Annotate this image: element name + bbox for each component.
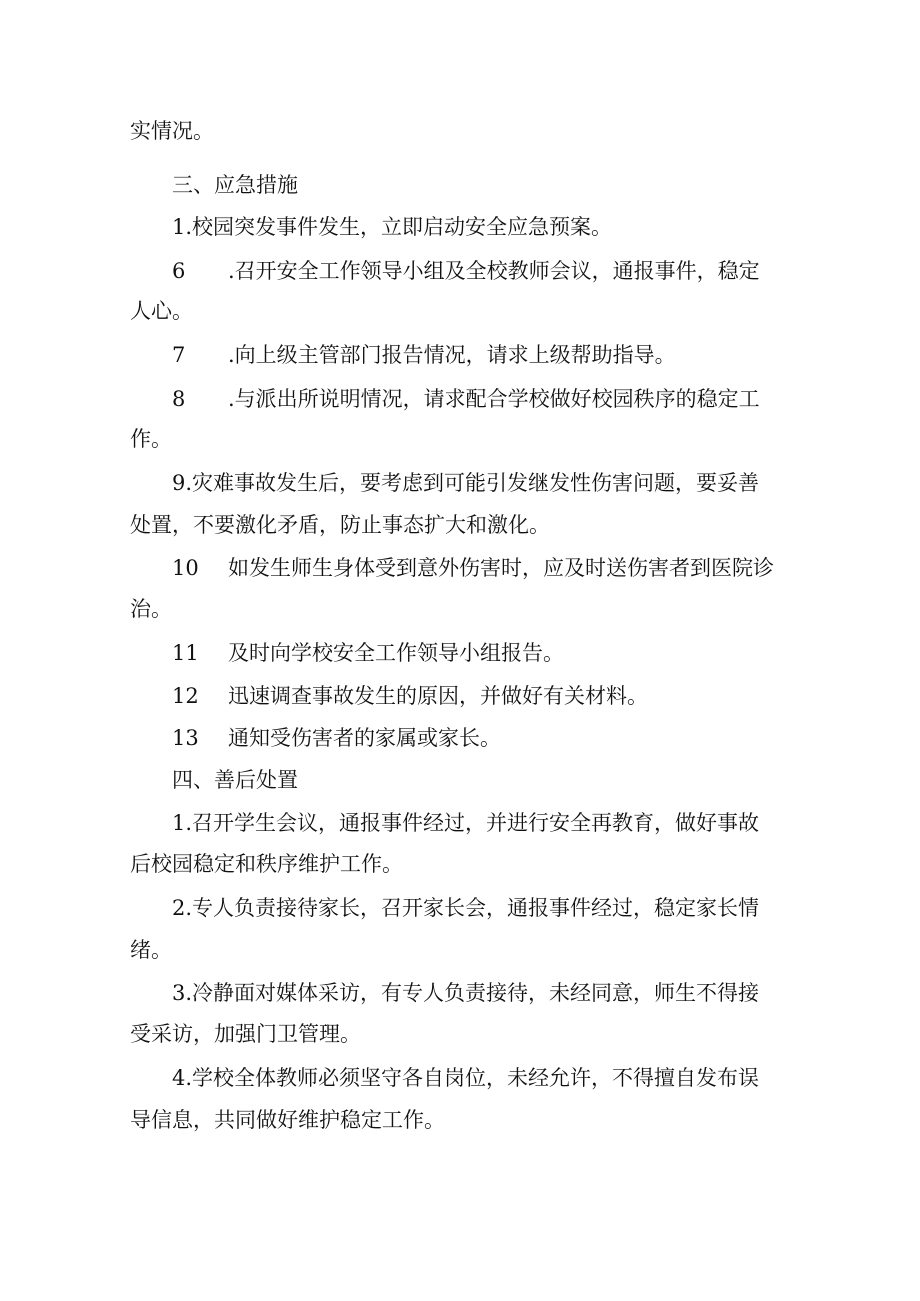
text-line: 迅速调查事故发生的原因，并做好有关材料。 [228,684,648,708]
text-line: 后校园稳定和秩序维护工作。 [130,852,403,876]
text-line: 治。 [130,597,172,621]
text-line: 处置，不要激化矛盾，防止事态扩大和激化。 [130,513,550,537]
text-line: 导信息，共同做好维护稳定工作。 [130,1108,445,1132]
item-number: 13 [172,726,199,750]
item-number: 7 [172,343,186,367]
text-line: 受采访，加强门卫管理。 [130,1022,361,1046]
text-line: .向上级主管部门报告情况，请求上级帮助指导。 [228,343,676,367]
text-line: 通知受伤害者的家属或家长。 [228,726,501,750]
text-line: .与派出所说明情况，请求配合学校做好校园秩序的稳定工 [228,387,760,411]
heading-text: 三、应急措施 [172,173,298,197]
text-line: 1.召开学生会议，通报事件经过，并进行安全再教育，做好事故 [172,811,760,835]
item-number: 11 [172,641,199,665]
text-line: 绪。 [130,938,172,962]
text-line: 及时向学校安全工作领导小组报告。 [228,641,564,665]
text-line: .召开安全工作领导小组及全校教师会议，通报事件，稳定 [228,259,760,283]
text-line: 3.冷静面对媒体采访，有专人负责接待，未经同意，师生不得接 [172,981,760,1005]
text-line: 4.学校全体教师必须坚守各自岗位，未经允许，不得擅自发布误 [172,1066,760,1090]
text-line: 如发生师生身体受到意外伤害时，应及时送伤害者到医院诊 [228,556,774,580]
text-line: 9.灾难事故发生后，要考虑到可能引发继发性伤害问题，要妥善 [172,471,760,495]
item-number: 8 [172,387,186,411]
text-line: 2.专人负责接待家长，召开家长会，通报事件经过，稳定家长情 [172,896,760,920]
item-number: 6 [172,259,186,283]
text-line: 人心。 [130,299,193,323]
item-number: 12 [172,684,199,708]
text-line: 实情况。 [130,119,214,143]
text-line: 作。 [130,427,172,451]
heading-text: 四、善后处置 [172,768,298,792]
item-number: 10 [172,556,199,580]
text-line: 1.校园突发事件发生，立即启动安全应急预案。 [172,215,613,239]
